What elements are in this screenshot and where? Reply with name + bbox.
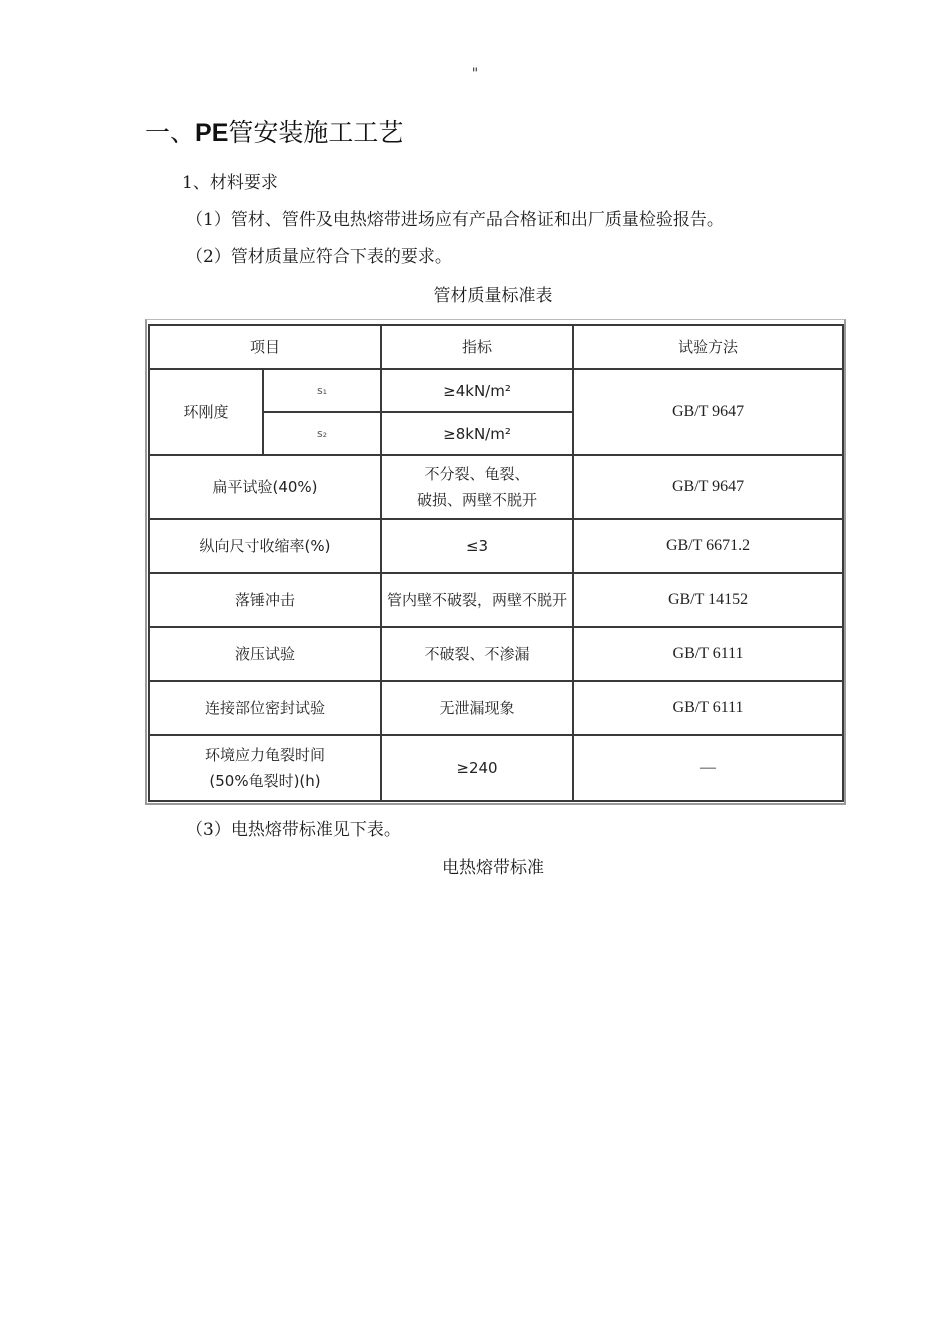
header-method: 试验方法: [573, 325, 843, 369]
ring-stiffness-label: 环刚度: [149, 369, 263, 455]
ring-value-1: ≥4kN/m²: [381, 369, 573, 412]
row-method: GB/T 14152: [573, 573, 843, 627]
second-caption: 电热熔带标准: [442, 858, 544, 878]
row-index: [381, 455, 573, 519]
row-item: 连接部位密封试验: [149, 681, 381, 735]
item-materials-requirements: 1、材料要求: [182, 173, 278, 193]
ring-value-2: ≥8kN/m²: [381, 412, 573, 455]
ring-sub-1: s₁: [263, 369, 381, 412]
heading-prefix: 一、: [145, 118, 196, 147]
row-index-line: 破损、两壁不脱开: [417, 491, 538, 509]
item-certificates: （1）管材、管件及电热熔带进场应有产品合格证和出厂质量检验报告。: [186, 210, 724, 230]
ring-method: GB/T 9647: [573, 369, 843, 455]
row-index: ≤3: [381, 519, 573, 573]
header-item: 项目: [149, 325, 381, 369]
quality-standard-table: [148, 324, 844, 802]
row-item: 落锤冲击: [149, 573, 381, 627]
item-quality-requirement: （2）管材质量应符合下表的要求。: [186, 247, 452, 267]
row-index: 不破裂、不渗漏: [381, 627, 573, 681]
heading-latin: PE: [195, 119, 229, 147]
row-item: 扁平试验(40%): [149, 455, 381, 519]
row-index: ≥240: [381, 735, 573, 801]
ring-sub-2: s₂: [263, 412, 381, 455]
row-index: 管内壁不破裂，两壁不脱开: [381, 573, 573, 627]
table-row: [149, 735, 843, 801]
row-method: GB/T 6111: [573, 681, 843, 735]
table-row: [149, 455, 843, 519]
row-item: 纵向尺寸收缩率(%): [149, 519, 381, 573]
row-item: 液压试验: [149, 627, 381, 681]
heading-rest: 管安装施工工艺: [228, 118, 404, 147]
table-row: [149, 369, 843, 412]
row-index-line: 不分裂、龟裂、: [424, 465, 530, 483]
row-index: 无泄漏现象: [381, 681, 573, 735]
table-header-row: [149, 325, 843, 369]
row-method: GB/T 6671.2: [573, 519, 843, 573]
row-method: GB/T 9647: [573, 455, 843, 519]
header-index: 指标: [381, 325, 573, 369]
table-caption: 管材质量标准表: [433, 286, 553, 306]
row-item-line: (50%龟裂时)(h): [209, 772, 321, 790]
row-item-line: 环境应力龟裂时间: [205, 746, 326, 764]
row-method: —: [573, 735, 843, 801]
table-row: [149, 627, 843, 681]
row-method: GB/T 6111: [573, 627, 843, 681]
table-row: [149, 519, 843, 573]
section-heading: [145, 116, 403, 150]
item-electrofusion-band: （3）电热熔带标准见下表。: [186, 820, 401, 840]
page-mark: ": [471, 66, 479, 82]
table-row: [149, 573, 843, 627]
row-item: [149, 735, 381, 801]
table-row: [149, 681, 843, 735]
